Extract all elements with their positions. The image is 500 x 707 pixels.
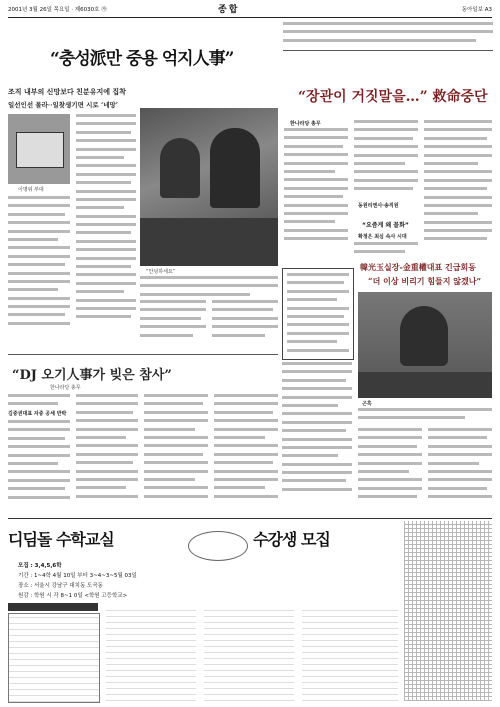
story3-tag4: 확정은 최심 속사 시대 <box>358 234 407 240</box>
ad-pattern-right <box>404 521 492 701</box>
story1-col3 <box>140 300 206 348</box>
story2-rule <box>8 354 278 355</box>
summary-rule <box>283 50 493 51</box>
ad-line1: 모집 : 3,4,5,6학 <box>18 563 62 569</box>
story4-col1 <box>358 428 422 512</box>
table-figure <box>358 372 492 398</box>
story3-tag2: 동원리엔사·송직원 <box>358 203 399 209</box>
ad-table-center-left <box>106 605 196 701</box>
story2-headline: “DJ 오기人事가 빚은 참사” <box>12 368 172 383</box>
story1-headline: “충성派만 중용 억지人事” <box>50 49 234 69</box>
story3-tag1: 한나라당 총무 <box>290 121 321 127</box>
story1-col2 <box>76 114 136 346</box>
issue-info: 2001년 3월 26일 목요일 · 제6030호 ㉮ <box>8 7 107 13</box>
story2-col4 <box>214 394 278 512</box>
story1-main-photo <box>140 108 278 266</box>
story4-col2 <box>428 428 492 512</box>
story2-col3 <box>144 394 208 512</box>
section-title: 종합 <box>218 5 240 15</box>
ad-table-right <box>302 605 398 701</box>
story3-tag3: “요즘게 왜 꼴화” <box>362 222 409 229</box>
story1-box-photo <box>8 114 70 184</box>
ad-title-right: 수강생 모집 <box>253 530 330 549</box>
document-image <box>16 132 64 168</box>
story2-col2 <box>76 394 138 512</box>
sidebar-info-text <box>287 273 349 357</box>
story1-col4 <box>212 300 278 348</box>
story3-col2b <box>354 242 418 262</box>
page-number: A3 <box>484 7 492 13</box>
story2-byline: 한나라당 총무 <box>50 385 81 391</box>
ad-table-header <box>8 603 98 611</box>
story3-col2 <box>354 120 418 200</box>
ad-line2: 기간 : 1~4학 4월 10일 부터 3~4~3~5월 03일 <box>18 573 137 579</box>
top-summary-text <box>283 22 493 44</box>
story4-photo <box>358 292 492 398</box>
ad-line4: 원감 : 학원 시 각 8~1 0일 <학원 고등학교> <box>18 593 128 599</box>
story1-subhead1: 조직 내부의 신망보다 친분유지에 집착 <box>8 87 126 96</box>
advertisement <box>8 518 492 704</box>
story1-byline: 이명위 부대 <box>18 187 44 193</box>
ad-title-left: 디딤돌 수학교실 <box>8 530 114 549</box>
photo3-caption: 곤혹 <box>362 401 372 407</box>
ad-table-left <box>8 613 100 703</box>
photo3-caption-text <box>358 408 492 424</box>
story2-subhead: 김중권대표 자중 공세 반박 <box>8 411 67 417</box>
masthead <box>8 4 492 16</box>
story1-subhead2: 일선인선 몰라··일찾생기면 시로 ‘네망’ <box>8 101 119 109</box>
photo1-caption: “안녕하세요” <box>146 269 176 275</box>
ad-table-center-right <box>204 605 294 701</box>
story3-col4 <box>282 362 352 512</box>
story2-col1a <box>8 394 70 408</box>
sidebar-info-box <box>282 268 354 360</box>
paper-and-page <box>462 4 492 16</box>
ad-logo-circle <box>188 531 248 561</box>
story2-col1 <box>8 420 70 512</box>
paper-name: 동아일보 <box>461 7 483 13</box>
person-figure-left <box>160 138 200 198</box>
story3-col1 <box>284 128 348 260</box>
ad-line3: 장소 : 서울시 강남구 대치동 도곡동 <box>18 583 103 589</box>
story3-col3 <box>424 120 492 260</box>
photo1-caption-text <box>140 276 278 298</box>
person-figure-right <box>210 128 260 208</box>
top-rule <box>8 17 492 18</box>
story4-headline1: 韓光玉실장-金重權대표 긴급회동 <box>360 262 476 272</box>
story3-headline: “장관이 거짓말을…” 救命중단 <box>298 89 488 105</box>
story4-headline2: “더 이상 비리기 힘들지 않겠나” <box>368 276 482 286</box>
person-figure <box>400 306 448 366</box>
story1-col1 <box>8 196 70 346</box>
crowd-figure <box>140 218 278 266</box>
